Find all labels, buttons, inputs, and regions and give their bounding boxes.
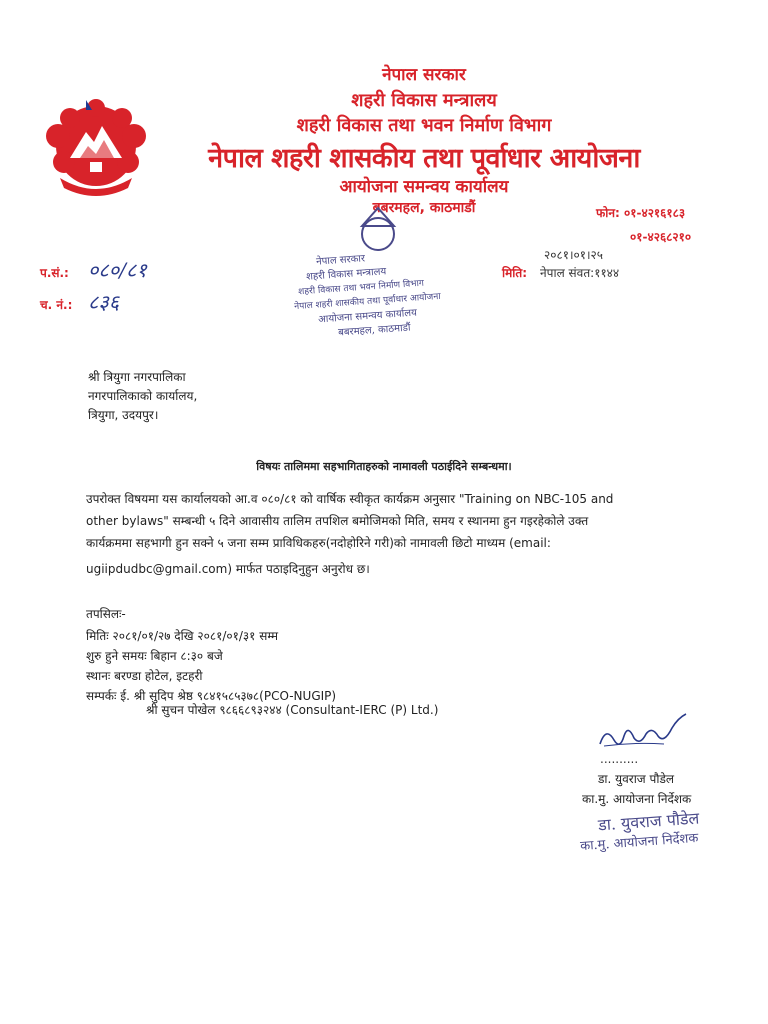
stamp-line-1: नेपाल सरकार <box>315 253 366 268</box>
body-line-2: other bylaws" सम्बन्धी ५ दिने आवासीय तालिम तपशिल बमोजिमको मिति, समय र स्थानमा हुन गइरहेकोले उक्त <box>86 514 589 528</box>
ref-ps-label: प.सं.: <box>40 266 69 280</box>
handwritten-signature-icon <box>594 706 690 756</box>
stamp-line-3: शहरी विकास तथा भवन निर्माण विभाग <box>297 278 425 298</box>
header-line-4: नेपाल शहरी शासकीय तथा पूर्वाधार आयोजना <box>208 143 640 174</box>
recipient-line-3: त्रियुगा, उदयपुर। <box>88 408 159 422</box>
signatory-title: का.मु. आयोजना निर्देशक <box>582 792 692 806</box>
header-line-1: नेपाल सरकार <box>382 65 466 85</box>
recipient-line-1: श्री त्रियुगा नगरपालिका <box>88 370 186 384</box>
sign-stamp-name: डा. युवराज पौडेल <box>597 808 700 835</box>
ref-chn-label: च. नं.: <box>40 298 73 312</box>
header-line-6: बबरमहल, काठमाडौं <box>372 200 476 216</box>
stamp-line-4: नेपाल शहरी शासकीय तथा पूर्वाधार आयोजना <box>293 291 441 313</box>
stamp-line-2: शहरी विकास मन्त्रालय <box>305 266 387 283</box>
date-ad: २०८१।०१।२५ <box>544 248 604 262</box>
details-heading: तपसिलः- <box>86 607 126 621</box>
details-contact-1: सम्पर्कः ई. श्री सुदिप श्रेष्ठ ९८४१५८५३७८(PCO-NUGIP) <box>86 689 337 703</box>
signatory-name: डा. युवराज पौडेल <box>598 772 675 786</box>
header-line-2: शहरी विकास मन्त्रालय <box>351 90 497 111</box>
sign-stamp-title: का.मु. आयोजना निर्देशक <box>579 830 699 855</box>
details-date: मितिः २०८१/०१/२७ देखि २०८१/०१/३१ सम्म <box>86 629 279 643</box>
phone-1: फोन: ०१-४२१६१८३ <box>596 206 686 220</box>
signature-dots: .......... <box>600 752 639 766</box>
details-time: शुरु हुने समयः बिहान ८:३० बजे <box>86 649 223 663</box>
date-nepal-sambat: नेपाल संवत:११४४ <box>540 266 620 280</box>
date-label: मिति: <box>502 266 528 280</box>
body-line-4: ugiipdudbc@gmail.com) मार्फत पठाइदिनुहुन अनुरोध छ। <box>86 562 370 576</box>
stamp-line-5: आयोजना समन्वय कार्यालय <box>317 307 418 326</box>
header-line-5: आयोजना समन्वय कार्यालय <box>339 177 509 197</box>
body-line-1: उपरोक्त विषयमा यस कार्यालयको आ.व ०८०/८१ को वार्षिक स्वीकृत कार्यक्रम अनुसार "Training on NBC-105 and <box>86 492 614 506</box>
details-contact-2: श्री सुचन पोखेल ९८६६८९३२४४ (Consultant-IERC (P) Ltd.) <box>146 703 439 717</box>
phone-2: ०१-४२६८२१० <box>630 230 692 244</box>
subject: विषयः तालिममा सहभागिताहरुको नामावली पठाईदिने सम्बन्धमा। <box>256 460 512 473</box>
recipient-line-2: नगरपालिकाको कार्यालय, <box>88 389 198 403</box>
ref-chn-value: ८३६ <box>88 290 120 314</box>
stamp-line-6: बबरमहल, काठमाडौं <box>337 322 411 339</box>
ref-ps-value: ०८०/८१ <box>88 258 147 282</box>
header-line-3: शहरी विकास तथा भवन निर्माण विभाग <box>296 115 552 136</box>
body-line-3: कार्यक्रममा सहभागी हुन सक्ने ५ जना सम्म प्राविधिकहरु(नदोहोरिने गरी)को नामावली छिटो माध्यम (email: <box>86 536 551 550</box>
details-place: स्थानः बरण्डा होटेल, इटहरी <box>86 669 203 683</box>
